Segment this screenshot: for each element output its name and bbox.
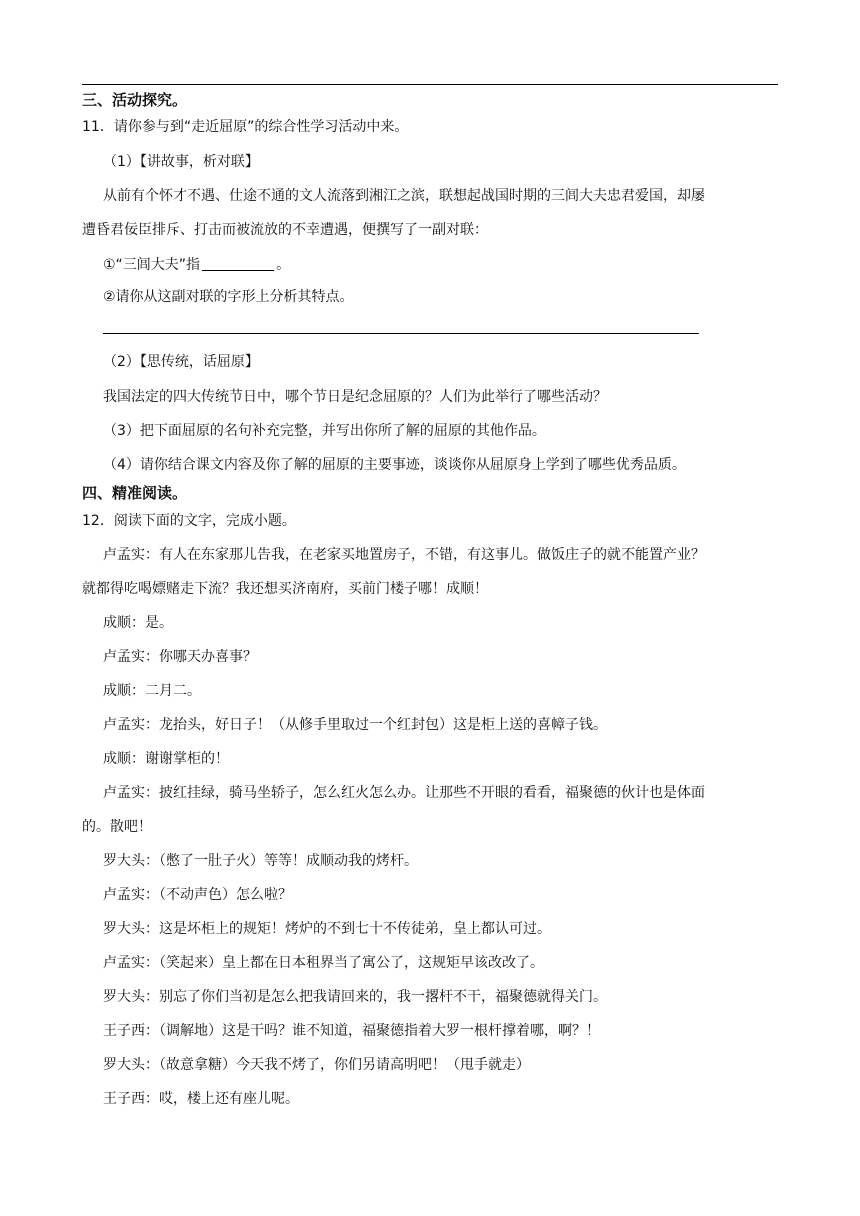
- question-12: 12．阅读下面的文字，完成小题。: [82, 513, 296, 529]
- sub-question-1: [103, 255, 290, 275]
- dialogue-line: 成顺：谢谢掌柜的！: [103, 751, 229, 767]
- part-4-text: （4）请你结合课文内容及你了解的屈原的主要事迹，谈谈你从屈原身上学到了哪些优秀品质。: [103, 457, 686, 473]
- dialogue-line: 罗大头：（憋了一肚子火）等等！成顺动我的烤杆。: [103, 853, 418, 869]
- question-11: 11．请你参与到“走近屈原”的综合性学习活动中来。: [82, 119, 409, 135]
- dialogue-line: 罗大头：别忘了你们当初是怎么把我请回来的，我一撂杆不干，福聚德就得关门。: [103, 989, 607, 1005]
- dialogue-line: 卢孟实：披红挂绿，骑马坐轿子，怎么红火怎么办。让那些不开眼的看看，福聚德的伙计也是体面: [103, 785, 705, 801]
- answer-blank[interactable]: [202, 256, 274, 271]
- dialogue-line: 卢孟实：有人在东家那儿告我，在老家买地置房子，不错，有这事儿。做饭庄子的就不能置产业？: [103, 547, 705, 563]
- dialogue-line: 王子西：（调解地）这是干吗？谁不知道，福聚德指着大罗一根杆撑着哪，啊？！: [103, 1023, 600, 1039]
- dialogue-line: 罗大头：（故意拿糖）今天我不烤了，你们另请高明吧！（甩手就走）: [103, 1057, 530, 1073]
- sub-question-1-suffix: 。: [276, 257, 291, 273]
- answer-line[interactable]: [103, 333, 699, 334]
- dialogue-line: 卢孟实：你哪天办喜事？: [103, 649, 257, 665]
- part-2-text: 我国法定的四大传统节日中，哪个节日是纪念屈原的？人们为此举行了哪些活动？: [103, 389, 607, 405]
- dialogue-line: 卢孟实：（笑起来）皇上都在日本租界当了寓公了，这规矩早该改改了。: [103, 955, 544, 971]
- part-1-title: （1）【讲故事，析对联】: [103, 154, 259, 170]
- part-1-text-line-2: 遭昏君佞臣排斥、打击而被流放的不幸遭遇，便撰写了一副对联：: [82, 222, 488, 238]
- part-2-title: （2）【思传统，话屈原】: [103, 354, 259, 370]
- dialogue-line: 的。散吧！: [82, 819, 152, 835]
- part-1-text-line-1: 从前有个怀才不遇、仕途不通的文人流落到湘江之滨，联想起战国时期的三闾大夫忠君爱国，却屡: [103, 188, 705, 204]
- dialogue-line: 罗大头：这是坏柜上的规矩！烤炉的不到七十不传徒弟，皇上都认可过。: [103, 921, 551, 937]
- dialogue-line: 王子西：哎，楼上还有座儿呢。: [103, 1091, 299, 1107]
- dialogue-line: 卢孟实：（不动声色）怎么啦？: [103, 887, 292, 903]
- section-3-heading: 三、活动探究。: [82, 91, 188, 109]
- section-4-heading: 四、精准阅读。: [82, 484, 188, 502]
- dialogue-line: 卢孟实：龙抬头，好日子！（从修手里取过一个红封包）这是柜上送的喜幛子钱。: [103, 717, 607, 733]
- dialogue-line: 就都得吃喝嫖赌走下流？我还想买济南府，买前门楼子哪！成顺！: [82, 581, 488, 597]
- dialogue-line: 成顺：是。: [103, 615, 173, 631]
- sub-question-1-prefix: ①“三闾大夫”指: [103, 257, 201, 273]
- part-3-text: （3）把下面屈原的名句补充完整，并写出你所了解的屈原的其他作品。: [103, 423, 546, 439]
- top-divider: [82, 84, 778, 85]
- dialogue-line: 成顺：二月二。: [103, 683, 201, 699]
- sub-question-2: ②请你从这副对联的字形上分析其特点。: [103, 289, 354, 305]
